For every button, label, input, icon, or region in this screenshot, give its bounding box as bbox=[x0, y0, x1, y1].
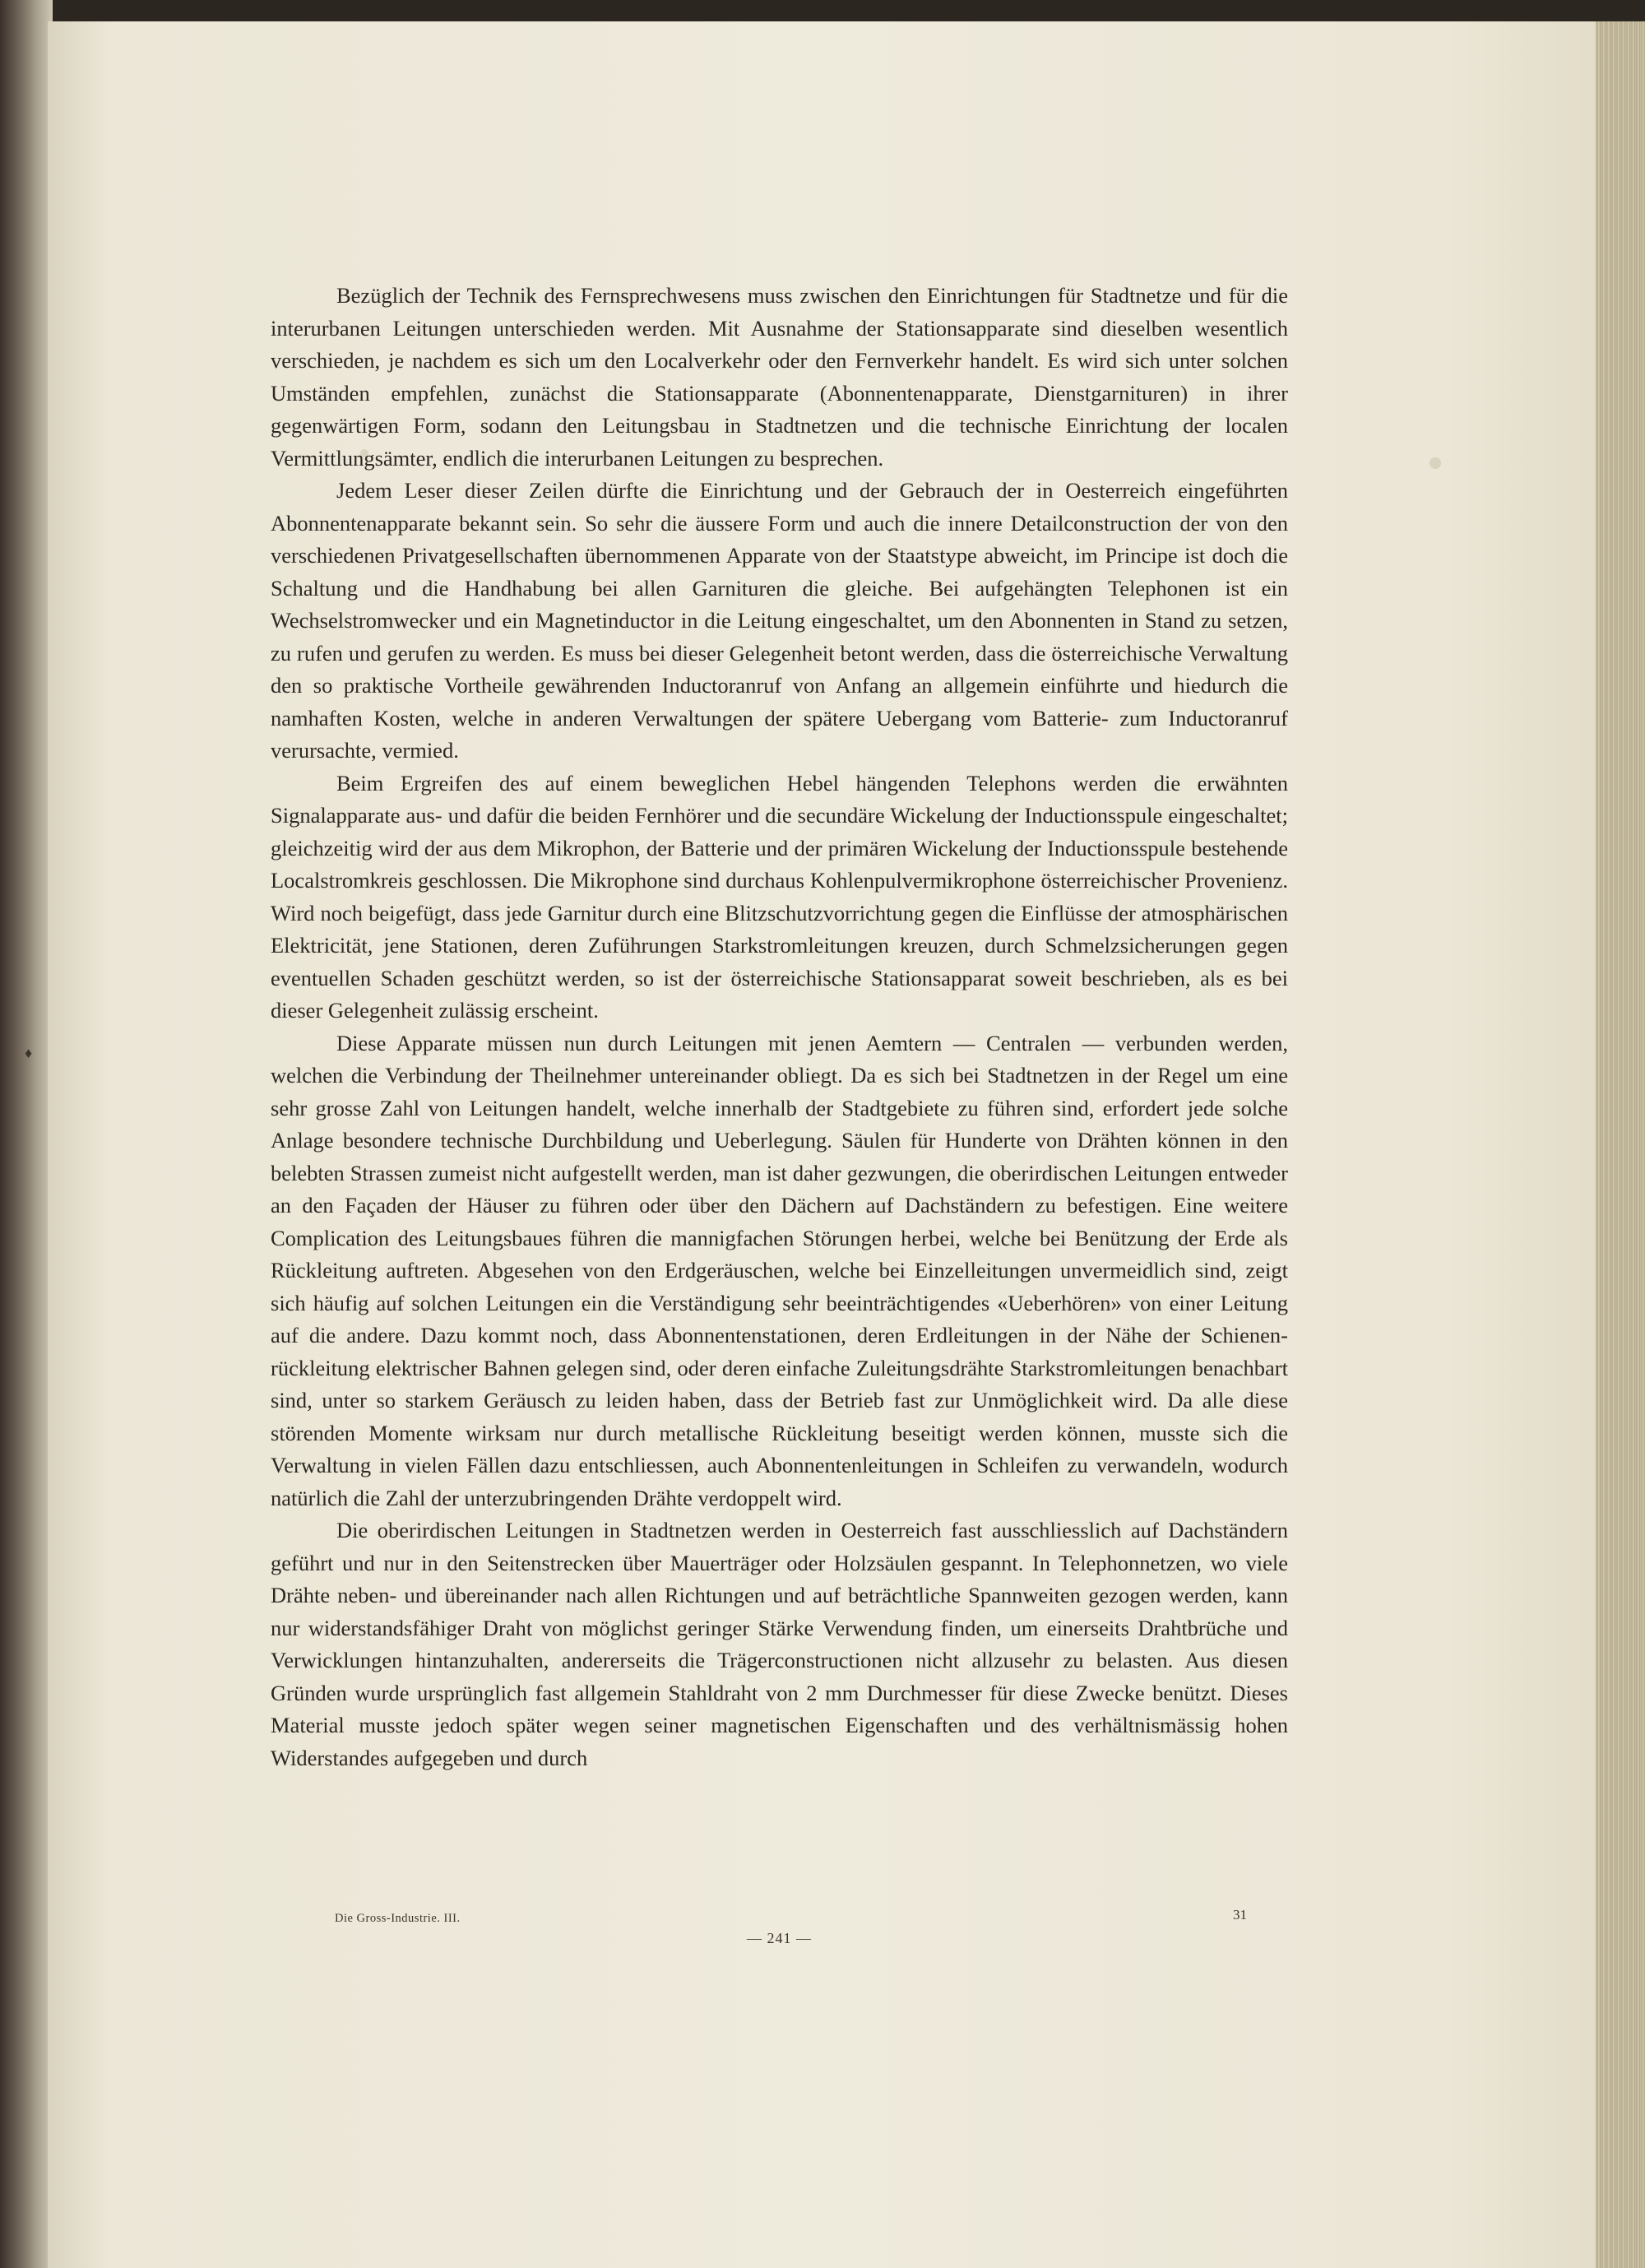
paragraph: Die oberirdischen Leitungen in Stadtnetzen werden in Oesterreich fast ausschliesslich auf Dachständern geführt und nur in den Seitenstrecken über Mauerträger oder Holzsäulen gespannt. In Telephonnetzen, wo viele Drähte neben- und übereinander nach allen Richtungen und auf beträchtliche Spannweiten gezogen werden, kann nur widerstandsfähiger Draht von möglichst geringer Stärke Verwendung finden, um einerseits Drahtbrüche und Verwicklungen hintanzuhalten, andererseits die Trägerconstructionen nicht allzusehr zu belasten. Aus diesen Gründen wurde ursprünglich fast allgemein Stahldraht von 2 mm Durchmesser für diese Zwecke benützt. Dieses Material musste jedoch später wegen seiner magnetischen Eigenschaften und des verhältnismässig hohen Widerstandes aufgegeben und durch bbox=[271, 1518, 1288, 1770]
footer-signature: 31 bbox=[1233, 1907, 1247, 1922]
page-stack-edge bbox=[1596, 21, 1645, 2268]
paragraph: Bezüglich der Technik des Fernsprechwesens muss zwischen den Einrichtungen für Stadtnetze und für die interurbanen Leitungen unterschieden werden. Mit Ausnahme der Stationsapparate sind dieselben wesentlich verschieden, je nachdem es sich um den Localverkehr oder den Fernverkehr handelt. Es wird sich unter solchen Umständen empfehlen, zunächst die Stationsapparate (Abonnentenapparate, Dienstgarnituren) in ihrer gegenwärtigen Form, sodann den Leitungsbau in Stadtnetzen und die technische Einrichtung der localen Vermittlungsämter, endlich die interurbanen Leitungen zu besprechen. bbox=[271, 283, 1288, 471]
paper-spot bbox=[1430, 457, 1441, 469]
page-footer bbox=[271, 1907, 1288, 1964]
body-text bbox=[271, 280, 1288, 1774]
book-spine-shadow bbox=[0, 0, 53, 2268]
page-number: — 241 — bbox=[747, 1930, 812, 1946]
paragraph: Beim Ergreifen des auf einem beweglichen Hebel hängenden Telephons werden die erwähnten Signalapparate aus- und dafür die beiden Fernhörer und die secundäre Wickelung der Inductionsspule eingeschaltet; gleichzeitig wird der aus dem Mikrophon, der Batterie und der primären Wickelung der Inductionsspule bestehende Localstromkreis geschlossen. Die Mikrophone sind durchaus Kohlenpulvermikrophone österreichischer Provenienz. Wird noch beigefügt, dass jede Garnitur durch eine Blitzschutzvorrichtung gegen die Einflüsse der atmosphärischen Elektricität, jene Stationen, deren Zuführungen Starkstromleitungen kreuzen, durch Schmelzsicherungen gegen eventuellen Schaden geschützt werden, so ist der österreichische Stationsapparat soweit beschrieben, als es bei dieser Gelegenheit zulässig erscheint. bbox=[271, 770, 1288, 1023]
footer-source: Die Gross-Industrie. III. bbox=[335, 1912, 461, 1925]
paragraph: Jedem Leser dieser Zeilen dürfte die Einrichtung und der Gebrauch der in Oesterreich eingeführten Abonnentenapparate bekannt sein. So sehr die äussere Form und auch die innere Detailconstruction der von den verschiedenen Privatgesellschaften übernommenen Apparate von der Staatstype abweicht, im Principe ist doch die Schaltung und die Handhabung bei allen Garnituren die gleiche. Bei aufgehängten Telephonen ist ein Wechselstromwecker und ein Magnetinductor in die Leitung eingeschaltet, um den Abonnenten in Stand zu setzen, zu rufen und gerufen zu werden. Es muss bei dieser Gelegenheit betont werden, dass die österreichische Verwaltung den so praktische Vortheile gewährenden Inductoranruf von Anfang an allgemein einführte und hiedurch die namhaften Kosten, welche in anderen Verwaltungen der spätere Uebergang vom Batterie- zum Inductoranruf verursachte, vermied. bbox=[271, 478, 1288, 763]
paragraph: Diese Apparate müssen nun durch Leitungen mit jenen Aemtern — Centralen — verbunden werden, welchen die Verbindung der Theilnehmer untereinander obliegt. Da es sich bei Stadtnetzen in der Regel um eine sehr grosse Zahl von Leitungen handelt, welche innerhalb der Stadtgebiete zu führen sind, erfordert jede solche Anlage besondere technische Durchbildung und Ueberlegung. Säulen für Hunderte von Drähten können in den belebten Strassen zumeist nicht aufgestellt werden, man ist daher gezwungen, die oberirdischen Leitungen entweder an den Façaden der Häuser zu führen oder über den Dächern auf Dachständern zu befestigen. Eine weitere Complication des Leitungsbaues führen die mannigfachen Störungen herbei, welche bei Benützung der Erde als Rückleitung auftreten. Abgesehen von den Erdgeräuschen, welche bei Einzelleitungen unvermeidlich sind, zeigt sich häufig auf solchen Leitungen ein die Verständigung sehr beeinträchtigendes «Ueberhören» von einer Leitung auf die andere. Dazu kommt noch, dass Abonnentenstationen, deren Erdleitungen in der Nähe der Schienenrückleitung elektrischer Bahnen gelegen sind, oder deren einfache Zuleitungsdrähte Starkstromleitungen benachbart sind, unter so starkem Geräusch zu leiden haben, dass der Betrieb fast zur Unmöglichkeit wird. Da alle diese störenden Momente wirksam nur durch metallische Rückleitung beseitigt werden können, musste sich die Verwaltung in vielen Fällen dazu entschliessen, auch Abonnentenleitungen in Schleifen zu verwandeln, wodurch natürlich die Zahl der unterzubringenden Drähte verdoppelt wird. bbox=[271, 1030, 1288, 1510]
margin-mark: ♦ bbox=[25, 1045, 33, 1061]
